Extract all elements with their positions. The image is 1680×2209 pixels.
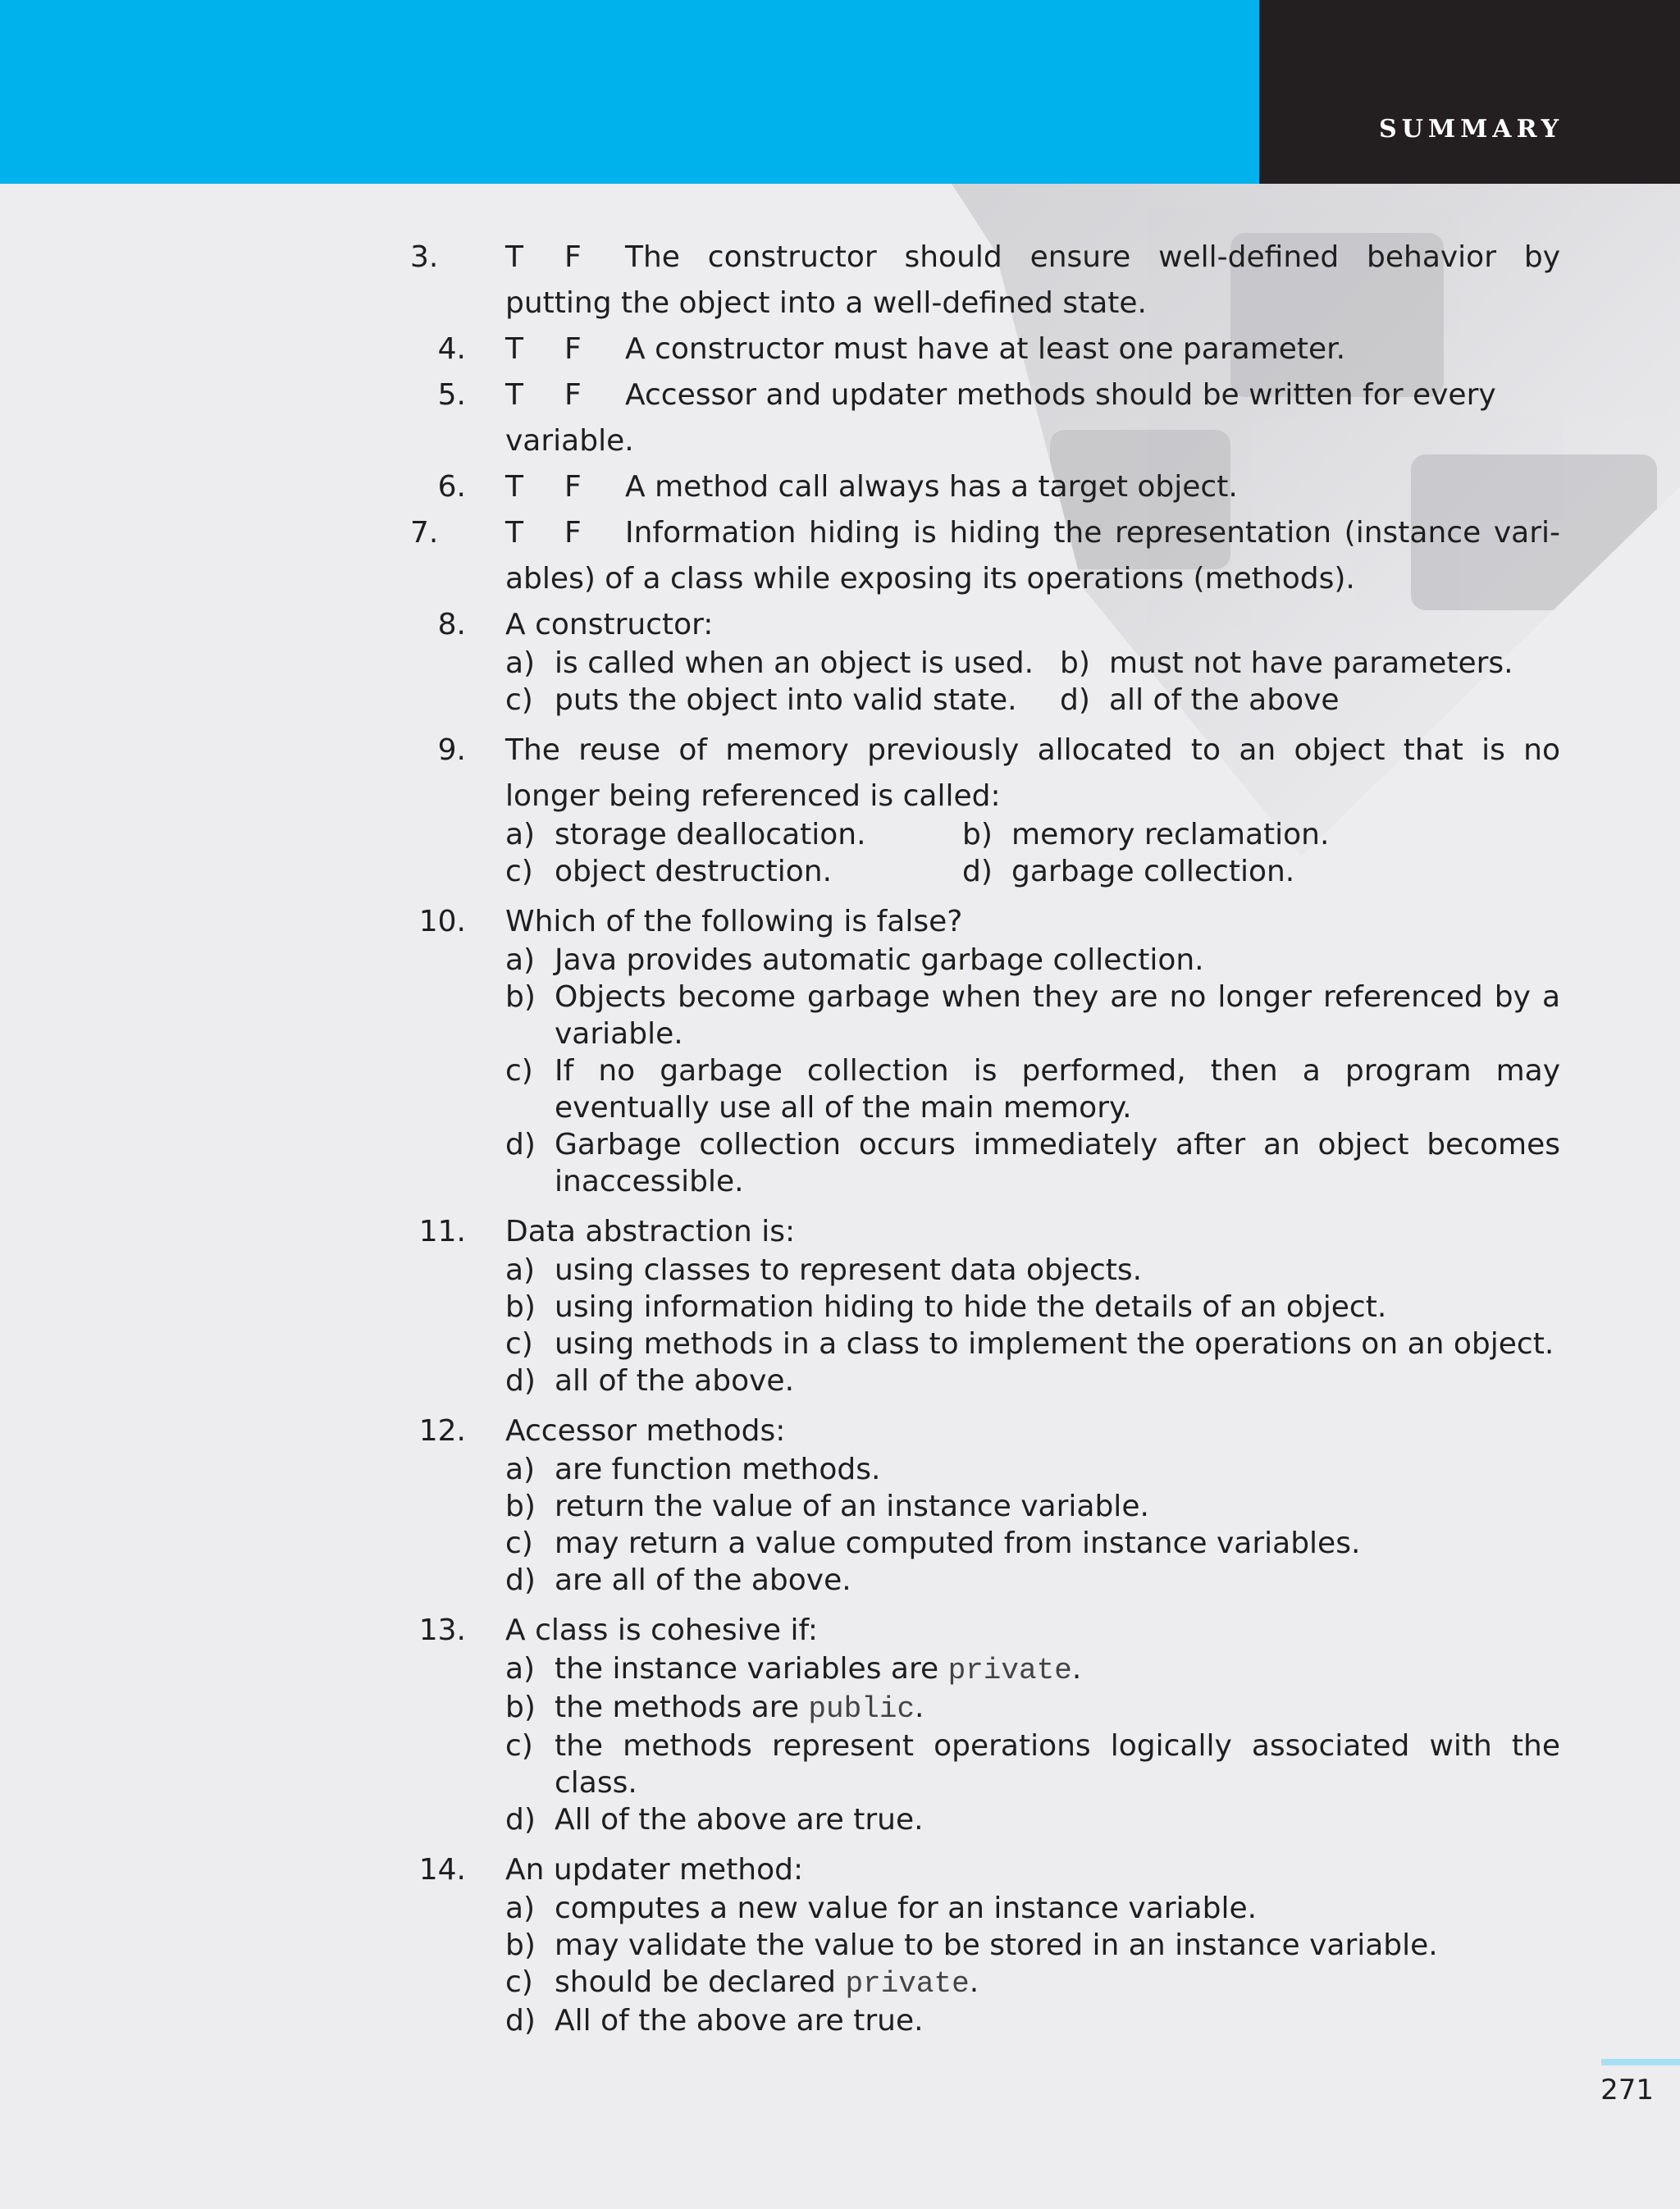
question-number: 14. bbox=[418, 1853, 466, 1887]
question-9 bbox=[410, 728, 1560, 890]
question-stem: A class is cohesive if: bbox=[505, 1613, 819, 1647]
question-13 bbox=[410, 1608, 1560, 1838]
question-number: 10. bbox=[418, 905, 466, 938]
option-d: d) garbage collection. bbox=[962, 855, 1295, 888]
question-stem: Data abstraction is: bbox=[505, 1215, 796, 1248]
answer-options bbox=[505, 1252, 1560, 1399]
question-text: Information hiding is hiding the representation (instance vari-ables) of a class while exposing its operations (methods). bbox=[505, 516, 1560, 596]
true-false-marker: T F bbox=[505, 240, 582, 274]
option-b: b) return the value of an instance variable. bbox=[505, 1490, 1149, 1523]
question-6 bbox=[410, 464, 1560, 510]
option-d: d) All of the above are true. bbox=[505, 2004, 924, 2038]
question-number: 6. bbox=[437, 470, 466, 504]
true-false-marker: T F bbox=[505, 378, 582, 412]
answer-options bbox=[505, 1451, 1560, 1599]
question-number: 12. bbox=[418, 1414, 466, 1448]
question-stem: Which of the following is false? bbox=[505, 905, 963, 938]
question-stem: Accessor methods: bbox=[505, 1414, 786, 1448]
code-keyword: private bbox=[845, 1967, 970, 2001]
question-stem: An updater method: bbox=[505, 1853, 804, 1887]
option-a: a) is called when an object is used. bbox=[505, 646, 1034, 680]
question-4 bbox=[410, 326, 1560, 372]
section-title: SUMMARY bbox=[1379, 115, 1564, 144]
option-c: c) may return a value computed from instance variables. bbox=[505, 1527, 1361, 1560]
option-a: a) are function methods. bbox=[505, 1453, 881, 1486]
question-list bbox=[410, 235, 1560, 2048]
answer-options bbox=[505, 1650, 1560, 1838]
true-false-marker: T F bbox=[505, 516, 582, 550]
option-c: c) puts the object into valid state. bbox=[505, 683, 1017, 717]
option-c: c) the methods represent operations logically associated with the class. bbox=[505, 1729, 1560, 1800]
question-number: 13. bbox=[418, 1613, 466, 1647]
answer-options bbox=[505, 942, 1560, 1200]
header-band bbox=[0, 0, 1259, 184]
option-d: d) All of the above are true. bbox=[505, 1803, 924, 1837]
question-number: 11. bbox=[418, 1215, 466, 1248]
question-11 bbox=[410, 1209, 1560, 1399]
option-b: b) memory reclamation. bbox=[962, 818, 1330, 851]
option-b: b) may validate the value to be stored in an instance variable. bbox=[505, 1928, 1438, 1962]
question-5 bbox=[410, 372, 1560, 464]
question-number: 9. bbox=[437, 733, 466, 767]
true-false-marker: T F bbox=[505, 332, 582, 366]
option-c: c) object destruction. bbox=[505, 855, 833, 888]
option-b: b) using information hiding to hide the details of an object. bbox=[505, 1290, 1387, 1324]
code-keyword: public bbox=[808, 1692, 915, 1726]
question-7 bbox=[410, 510, 1560, 602]
question-text: The constructor should ensure well-defined behavior by putting the object into a well-defined state. bbox=[505, 240, 1560, 320]
answer-options bbox=[505, 816, 1560, 890]
question-14 bbox=[410, 1847, 1560, 2039]
question-number: 3. bbox=[410, 240, 439, 274]
code-keyword: private bbox=[947, 1654, 1072, 1687]
option-b: b) Objects become garbage when they are no longer referenced by a variable. bbox=[505, 980, 1560, 1051]
question-number: 5. bbox=[437, 378, 466, 412]
question-text: A constructor must have at least one parameter. bbox=[625, 332, 1346, 366]
question-stem: The reuse of memory previously allocated to an object that is no longer being referenced is called: bbox=[505, 733, 1560, 813]
question-text: A method call always has a target object. bbox=[625, 470, 1238, 504]
page-number: 271 bbox=[1600, 2074, 1654, 2106]
question-number: 8. bbox=[437, 608, 466, 641]
question-text: Accessor and updater methods should be written for every variable. bbox=[505, 378, 1496, 458]
true-false-marker: T F bbox=[505, 470, 582, 504]
question-number: 7. bbox=[410, 516, 439, 550]
option-c: c) using methods in a class to implement the operations on an object. bbox=[505, 1327, 1554, 1361]
option-a: a) computes a new value for an instance variable. bbox=[505, 1892, 1258, 1925]
option-c: c) If no garbage collection is performed, then a program may eventually use all of the main memory. bbox=[505, 1054, 1560, 1125]
option-a: a) Java provides automatic garbage collection. bbox=[505, 943, 1204, 977]
question-3 bbox=[410, 235, 1560, 326]
option-a: a) using classes to represent data objects. bbox=[505, 1253, 1143, 1287]
option-d: d) all of the above bbox=[1060, 683, 1340, 717]
question-12 bbox=[410, 1408, 1560, 1599]
option-d: d) all of the above. bbox=[505, 1364, 795, 1398]
option-a: a) storage deallocation. bbox=[505, 818, 866, 851]
option-b: b) the methods are public. bbox=[505, 1691, 924, 1726]
question-number: 4. bbox=[437, 332, 466, 366]
option-d: d) Garbage collection occurs immediately after an object becomes inaccessible. bbox=[505, 1128, 1560, 1198]
question-10 bbox=[410, 899, 1560, 1200]
question-8 bbox=[410, 602, 1560, 719]
option-b: b) must not have parameters. bbox=[1060, 646, 1513, 680]
answer-options bbox=[505, 645, 1560, 719]
question-stem: A constructor: bbox=[505, 608, 714, 641]
header-section-block bbox=[1259, 0, 1680, 184]
option-c: c) should be declared private. bbox=[505, 1965, 979, 2001]
option-a: a) the instance variables are private. bbox=[505, 1652, 1082, 1687]
option-d: d) are all of the above. bbox=[505, 1563, 851, 1597]
answer-options bbox=[505, 1890, 1560, 2039]
page-number-rule bbox=[1601, 2059, 1680, 2065]
